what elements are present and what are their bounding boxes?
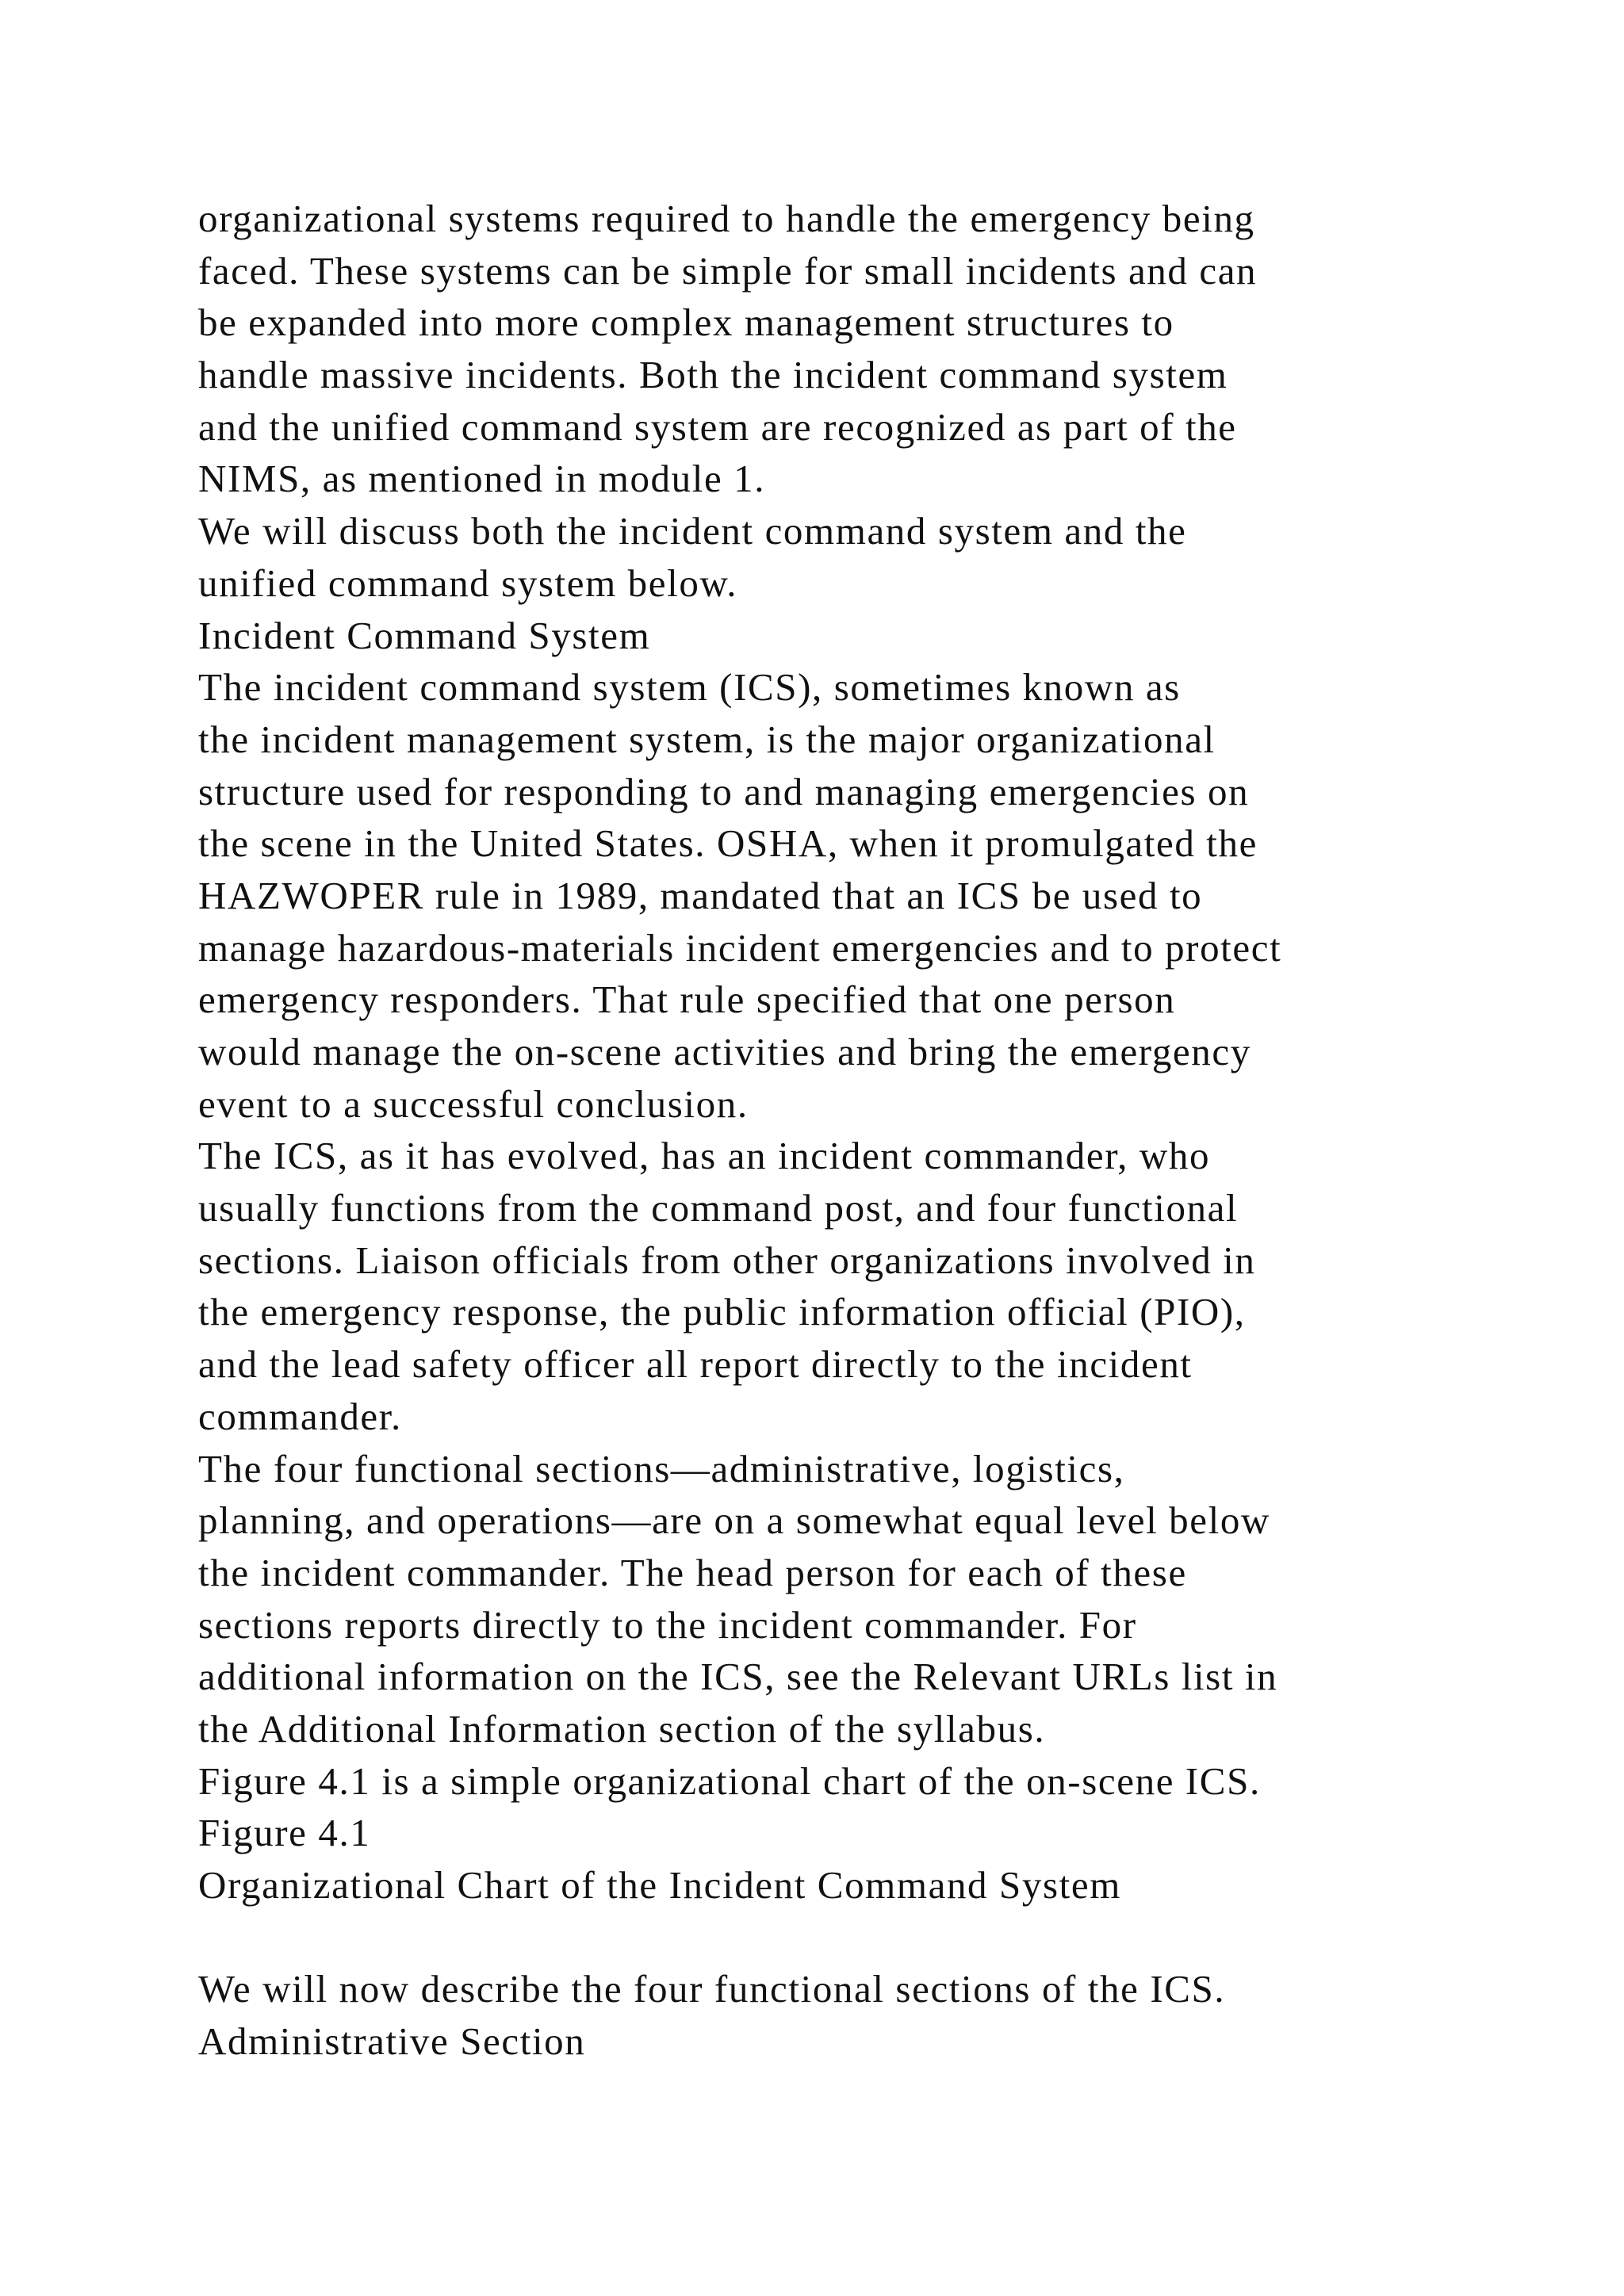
text-line: sections. Liaison officials from other organizations involved in <box>198 1238 1256 1282</box>
document-body <box>198 193 1546 2068</box>
text-line: be expanded into more complex management structures to <box>198 300 1174 345</box>
text-line: the emergency response, the public information official (PIO), <box>198 1290 1246 1334</box>
text-line: structure used for responding to and managing emergencies on <box>198 769 1250 813</box>
text-line: emergency responders. That rule specified that one person <box>198 978 1176 1022</box>
text-line: We will now describe the four functional sections of the ICS. <box>198 1967 1226 2011</box>
text-line: additional information on the ICS, see the Relevant URLs list in <box>198 1655 1278 1699</box>
figure-label: Figure 4.1 <box>198 1811 371 1855</box>
figure-caption: Organizational Chart of the Incident Command System <box>198 1863 1121 1907</box>
section-heading-administrative-section: Administrative Section <box>198 2019 586 2064</box>
text-line: handle massive incidents. Both the incident command system <box>198 353 1228 397</box>
text-line: would manage the on-scene activities and bring the emergency <box>198 1030 1251 1073</box>
text-line: organizational systems required to handle the emergency being <box>198 197 1255 240</box>
text-line: usually functions from the command post, and four functional <box>198 1186 1239 1230</box>
text-line: manage hazardous-materials incident emergencies and to protect <box>198 925 1282 970</box>
section-heading-incident-command-system: Incident Command System <box>198 613 651 657</box>
text-line: the incident management system, is the major organizational <box>198 717 1216 761</box>
text-line: the scene in the United States. OSHA, when it promulgated the <box>198 821 1258 866</box>
text-line: planning, and operations—are on a somewhat equal level below <box>198 1498 1270 1543</box>
text-line: We will discuss both the incident command system and the <box>198 509 1187 553</box>
text-line: Figure 4.1 is a simple organizational chart of the on-scene ICS. <box>198 1758 1261 1803</box>
text-line: The incident command system (ICS), sometimes known as <box>198 665 1181 710</box>
text-line: The ICS, as it has evolved, has an incident commander, who <box>198 1134 1211 1178</box>
text-line: HAZWOPER rule in 1989, mandated that an ICS be used to <box>198 873 1203 917</box>
blank-line <box>198 1911 1546 1964</box>
text-line: unified command system below. <box>198 561 738 605</box>
text-line: and the lead safety officer all report directly to the incident <box>198 1342 1193 1387</box>
text-line: sections reports directly to the incident commander. For <box>198 1602 1137 1647</box>
text-line: and the unified command system are recognized as part of the <box>198 404 1237 449</box>
text-line: the incident commander. The head person for each of these <box>198 1550 1187 1594</box>
text-line: The four functional sections—administrative, logistics, <box>198 1446 1125 1490</box>
text-line: event to a successful conclusion. <box>198 1081 749 1126</box>
text-line: the Additional Information section of the syllabus. <box>198 1706 1046 1751</box>
text-line: commander. <box>198 1394 402 1438</box>
text-line: NIMS, as mentioned in module 1. <box>198 457 766 501</box>
text-line: faced. These systems can be simple for small incidents and can <box>198 248 1258 293</box>
